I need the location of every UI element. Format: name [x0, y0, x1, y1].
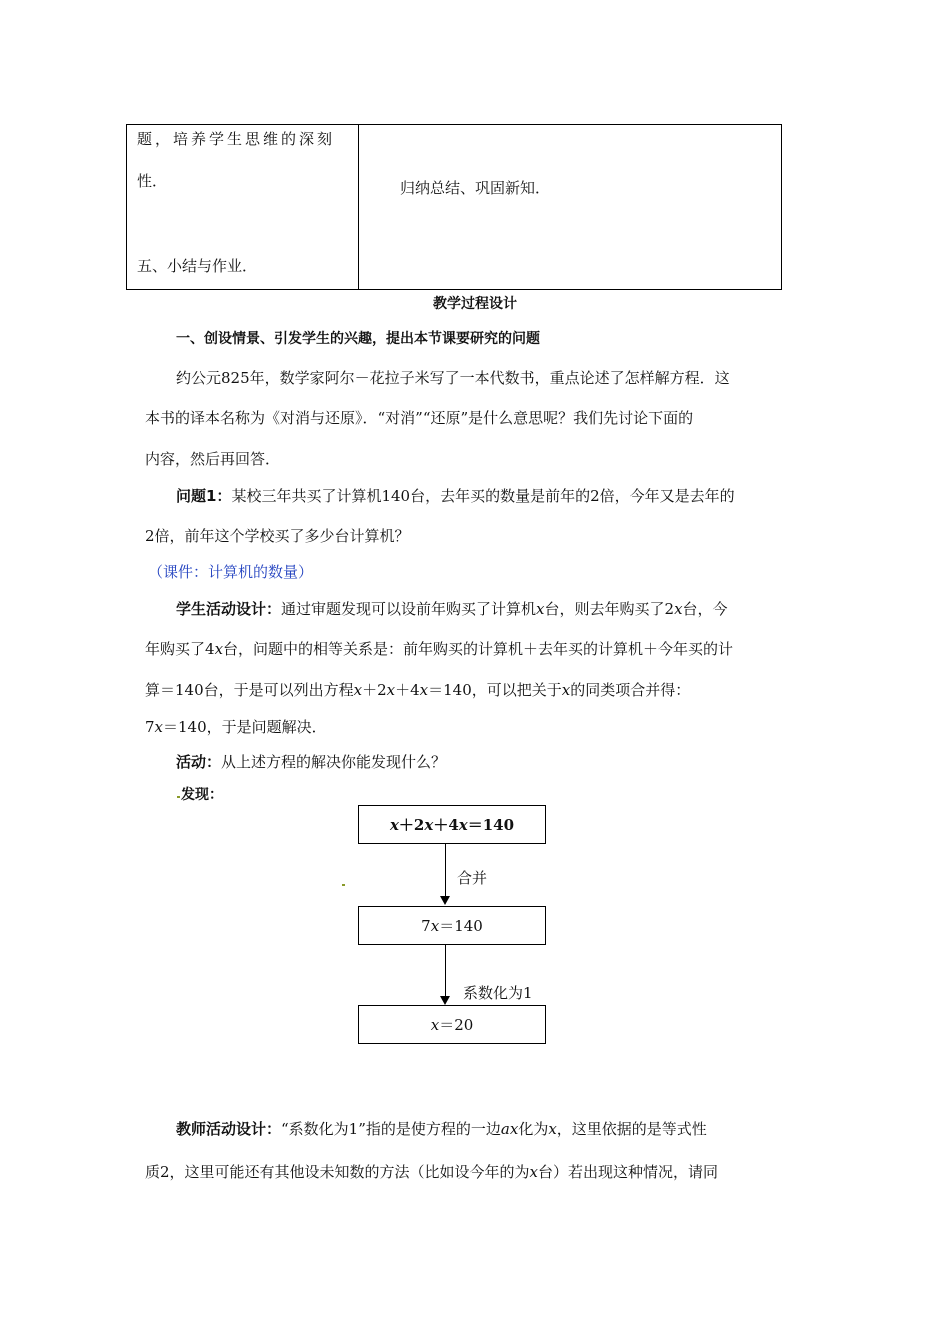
- flow-box-equation: x ＋2 x ＋4 x ＝140: [358, 805, 546, 844]
- problem-line-1: [176, 485, 838, 506]
- marker-dot: [177, 796, 180, 798]
- activity-label: 活动：: [176, 753, 222, 771]
- student-line-2: 年购买了4x台，问题中的相等关系是：前年购买的计算机＋去年买的计算机＋今年买的计: [145, 640, 734, 658]
- table-left-line-1: 题，培养学生思维的深刻: [137, 130, 336, 148]
- activity-line: 活动：从上述方程的解决你能发现什么？: [176, 753, 447, 771]
- table-right-text: 归纳总结、巩固新知．: [400, 179, 551, 197]
- section-heading: 一、创设情景、引发学生的兴趣，提出本节课要研究的问题: [176, 331, 540, 347]
- courseware-note: （课件：计算机的数量）: [148, 563, 314, 581]
- intro-line-3: 内容，然后再回答．: [145, 450, 281, 468]
- flow-step-combine: 合并: [457, 869, 488, 887]
- intro-line-2: 本书的译本名称为《对消与还原》．“对消”“还原”是什么意思呢？我们先讨论下面的: [145, 409, 694, 427]
- problem-line-2: 2倍，前年这个学校买了多少台计算机？: [145, 527, 410, 545]
- page-title: 教学过程设计: [433, 296, 517, 312]
- discover-label: 发现：: [181, 787, 223, 803]
- problem-text-1: 某校三年共买了计算机140台，去年买的数量是前年的2倍，今年又是去年的: [231, 487, 735, 505]
- problem-label: 问题1：: [176, 487, 232, 505]
- flow-arrow-1: [445, 844, 446, 898]
- intro-line-1: 约公元825年，数学家阿尔－花拉子米写了一本代数书，重点论述了怎样解方程．这: [176, 369, 730, 387]
- table-left-line-2: 性．: [137, 172, 168, 190]
- arrowhead-icon: [440, 896, 450, 905]
- arrowhead-icon: [440, 996, 450, 1005]
- plan-table: [126, 124, 782, 290]
- student-line-3: 算＝140台，于是可以列出方程x＋2x＋4x＝140，可以把关于x的同类项合并得：: [145, 681, 691, 699]
- teacher-line-1: 教师活动设计：“系数化为1”指的是使方程的一边ax化为x，这里依据的是等式性: [176, 1120, 707, 1138]
- table-divider: [358, 125, 359, 289]
- teacher-label: 教师活动设计：: [176, 1120, 282, 1138]
- flow-box-combined: 7 x ＝140: [358, 906, 546, 945]
- table-left-line-3: 五、小结与作业．: [137, 257, 258, 275]
- marker-dot: [342, 884, 345, 886]
- student-line-4: 7x＝140，于是问题解决．: [145, 718, 327, 736]
- teacher-line-2: 质2，这里可能还有其他设未知数的方法（比如设今年的为x台）若出现这种情况，请同: [145, 1163, 719, 1181]
- flow-step-coefficient: 系数化为1: [463, 984, 533, 1002]
- flow-box-solution: x ＝20: [358, 1005, 546, 1044]
- student-label: 学生活动设计：: [176, 600, 282, 618]
- flow-arrow-2: [445, 945, 446, 998]
- student-line-1: 学生活动设计：通过审题发现可以设前年购买了计算机x台，则去年购买了2x台，今: [176, 600, 728, 618]
